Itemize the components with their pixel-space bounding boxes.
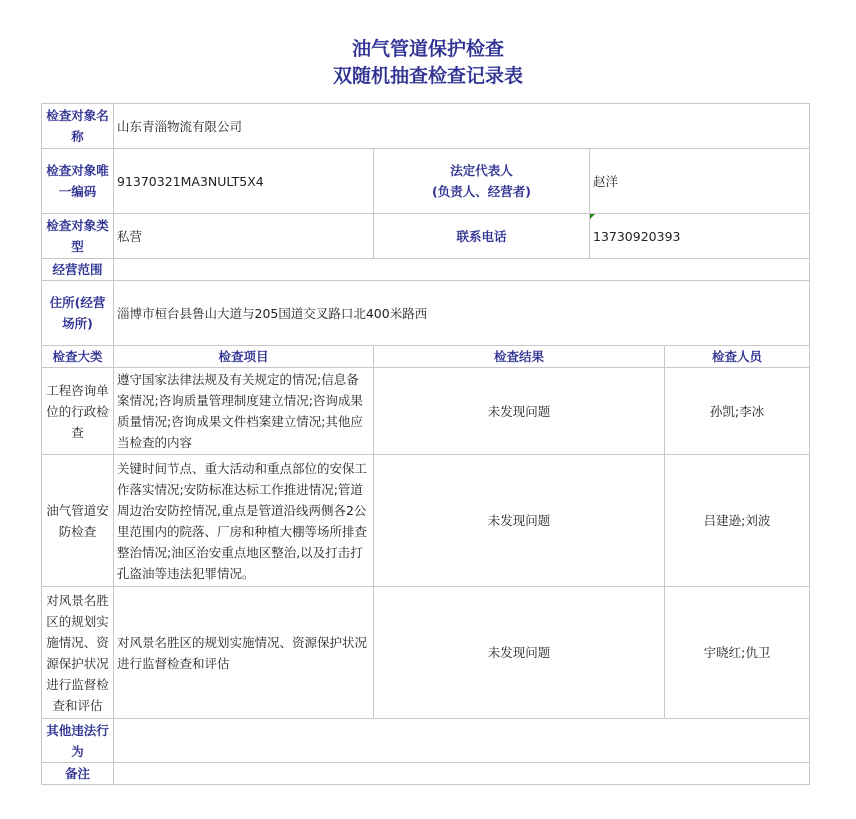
table-row xyxy=(42,104,810,149)
table-row xyxy=(42,455,810,587)
object-name-value: 山东青淄物流有限公司 xyxy=(114,104,810,149)
row-result: 未发现问题 xyxy=(374,455,665,587)
row-inspector: 宇晓红;仇卫 xyxy=(665,587,810,719)
row-item: 遵守国家法律法规及有关规定的情况;信息备案情况;咨询质量管理制度建立情况;咨询成果质量情况;咨询成果文件档案建立情况;其他应当检查的内容 xyxy=(114,368,374,455)
legal-rep-value: 赵洋 xyxy=(590,149,810,214)
table-row xyxy=(42,763,810,785)
column-header-item: 检查项目 xyxy=(114,346,374,368)
address-label: 住所(经营场所) xyxy=(42,281,114,346)
row-result: 未发现问题 xyxy=(374,368,665,455)
row-result: 未发现问题 xyxy=(374,587,665,719)
table-header-row xyxy=(42,346,810,368)
row-category: 油气管道安防检查 xyxy=(42,455,114,587)
other-violations-value xyxy=(114,719,810,763)
table-row xyxy=(42,719,810,763)
row-item: 关键时间节点、重大活动和重点部位的安保工作落实情况;安防标准达标工作推进情况;管道周边治安防控情况,重点是管道沿线两侧各2公里范围内的院落、厂房和种植大棚等场所排查整治情况;油区治安重点地区整治,以及打击打孔盗油等违法犯罪情况。 xyxy=(114,455,374,587)
business-scope-value xyxy=(114,259,810,281)
object-type-label: 检查对象类型 xyxy=(42,214,114,259)
legal-rep-label-line2: (负责人、经营者) xyxy=(432,184,531,199)
address-value: 淄博市桓台县鲁山大道与205国道交叉路口北400米路西 xyxy=(114,281,810,346)
table-row xyxy=(42,587,810,719)
table-row xyxy=(42,149,810,214)
table-row xyxy=(42,259,810,281)
table-row xyxy=(42,214,810,259)
page-subtitle: 双随机抽查检查记录表 xyxy=(332,65,523,87)
page-title: 油气管道保护检查 xyxy=(351,38,504,60)
row-inspector: 孙凯;李冰 xyxy=(665,368,810,455)
row-item: 对风景名胜区的规划实施情况、资源保护状况进行监督检查和评估 xyxy=(114,587,374,719)
inspection-record-table xyxy=(41,103,810,785)
object-type-value: 私营 xyxy=(114,214,374,259)
row-category: 工程咨询单位的行政检查 xyxy=(42,368,114,455)
row-category: 对风景名胜区的规划实施情况、资源保护状况进行监督检查和评估 xyxy=(42,587,114,719)
column-header-inspector: 检查人员 xyxy=(665,346,810,368)
phone-label: 联系电话 xyxy=(374,214,590,259)
column-header-category: 检查大类 xyxy=(42,346,114,368)
table-row xyxy=(42,281,810,346)
phone-value: 13730920393 xyxy=(590,214,810,259)
object-code-value: 91370321MA3NULT5X4 xyxy=(114,149,374,214)
legal-rep-label xyxy=(374,149,590,214)
row-inspector: 吕建逊;刘波 xyxy=(665,455,810,587)
table-row xyxy=(42,368,810,455)
remark-value xyxy=(114,763,810,785)
other-violations-label: 其他违法行为 xyxy=(42,719,114,763)
object-code-label: 检查对象唯一编码 xyxy=(42,149,114,214)
column-header-result: 检查结果 xyxy=(374,346,665,368)
object-name-label: 检查对象名称 xyxy=(42,104,114,149)
business-scope-label: 经营范围 xyxy=(42,259,114,281)
legal-rep-label-line1: 法定代表人 xyxy=(450,163,513,178)
remark-label: 备注 xyxy=(42,763,114,785)
